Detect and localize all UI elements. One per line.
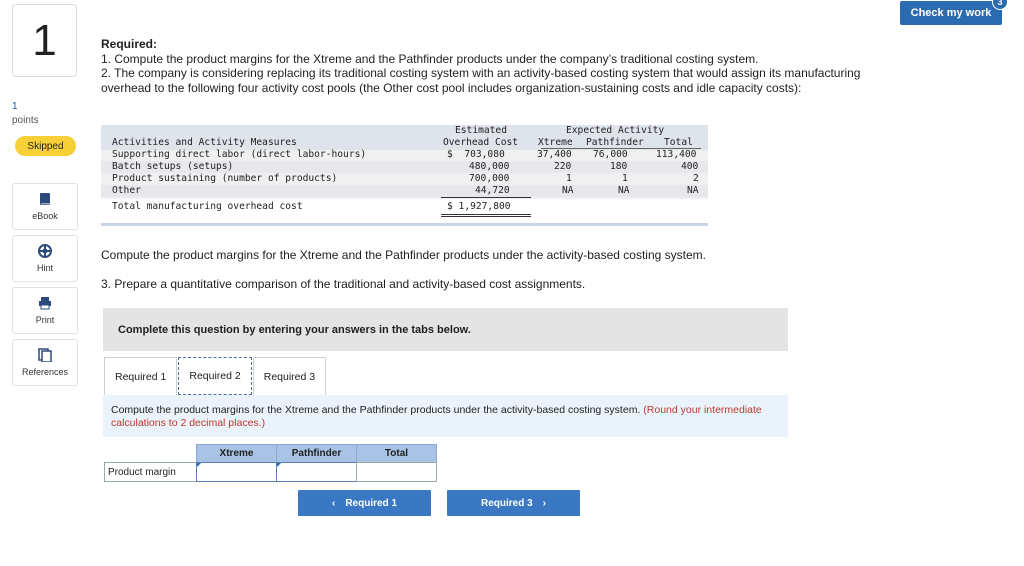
table-row: Other 44,720 NA NA NA [101,185,708,197]
pathfinder-margin-input[interactable] [276,462,357,482]
hint-icon [38,244,52,258]
check-count-badge: 3 [992,0,1008,10]
answer-header-xtreme: Xtreme [196,444,277,463]
prompt-text: Compute the product margins for the Xtreme and the Pathfinder products under the activity-based costing system. [111,404,641,416]
header-expected-activity: Expected Activity [566,125,665,136]
ebook-label: eBook [32,211,58,221]
hint-button[interactable] [12,235,78,282]
table-total-row: Total manufacturing overhead cost $ 1,927,800 [112,201,511,212]
points-value: 1 [12,101,18,112]
required-section [101,37,861,95]
references-button[interactable] [12,339,78,386]
required-title: Required: [101,37,158,51]
header-activities: Activities and Activity Measures [112,137,297,148]
tab-required-2[interactable]: Required 2 [178,357,251,395]
table-row: Supporting direct labor (direct labor-hours) $ 703,080 37,400 76,000 113,400 [112,149,697,160]
header-total: Total [664,137,693,148]
required-item-2: 2. The company is considering replacing its traditional costing system with an activity-based costing system that would assign its manufacturing overhead to the following four activity cost pools (the Other cost pool includes organization-sustaining costs and idle capacity costs): [101,66,861,95]
next-required-button[interactable] [447,490,580,516]
ebook-button[interactable] [12,183,78,230]
print-label: Print [35,315,55,325]
input-marker [277,463,281,467]
question-number: 1 [12,4,77,77]
question-3-text: 3. Prepare a quantitative comparison of the traditional and activity-based cost assignments. [101,277,586,291]
activity-cost-table [101,125,708,225]
input-marker [197,463,201,467]
tab-required-3[interactable]: Required 3 [253,357,326,395]
chevron-right-icon: › [542,497,547,509]
header-pathfinder: Pathfinder [586,137,644,148]
header-overhead-cost: Overhead Cost [443,137,519,148]
rounding-note: (Round your intermediate calculations to 2 decimal places.) [111,404,762,429]
answer-row-label: Product margin [104,462,197,482]
xtreme-margin-input[interactable] [196,462,277,482]
references-icon [38,348,52,362]
table-row: Batch setups (setups) 480,000 220 180 400 [101,161,708,173]
prev-button-label: Required 1 [345,497,398,509]
answer-header-pathfinder: Pathfinder [276,444,357,463]
table-row: Product sustaining (number of products) 700,000 1 1 2 [112,173,699,184]
header-xtreme: Xtreme [538,137,573,148]
tab-required-1[interactable]: Required 1 [104,357,177,395]
next-button-label: Required 3 [480,497,533,509]
status-badge: Skipped [15,136,76,156]
answer-header-total: Total [356,444,437,463]
total-margin-cell [356,462,437,482]
instruction-banner: Complete this question by entering your answers in the tabs below. [103,308,788,351]
check-my-work-button[interactable]: Check my work [900,1,1002,25]
references-label: References [21,367,69,377]
required-tabs [104,357,327,395]
hint-label: Hint [36,263,53,273]
print-button[interactable] [12,287,78,334]
book-icon [38,192,52,206]
chevron-left-icon: ‹ [331,497,336,509]
printer-icon [38,296,52,310]
prev-required-button[interactable] [298,490,431,516]
header-estimated: Estimated [455,125,507,136]
prompt-panel [103,395,788,437]
required-item-1: 1. Compute the product margins for the Xtreme and the Pathfinder products under the company’s traditional costing system. [101,51,759,66]
question-2-text: Compute the product margins for the Xtreme and the Pathfinder products under the activity-based costing system. [101,248,706,262]
points-label: points [12,115,39,126]
